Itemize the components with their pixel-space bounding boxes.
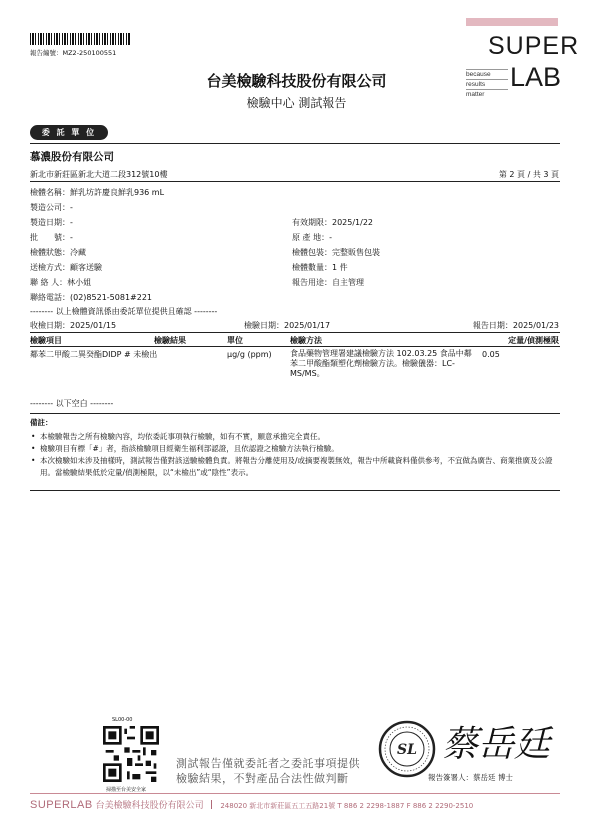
logo-lab: LAB <box>510 62 562 92</box>
divider <box>30 332 560 333</box>
note-item: • 本檢驗報告之所有檢驗內容，均依委託事項執行檢驗，如有不實，願意承擔完全責任。 <box>30 431 560 443</box>
footer-address: 248020 新北市新莊區五工五路21號 T 886 2 2298-1887 F 886 2 2290-2510 <box>220 802 474 810</box>
disclaimer: 測試報告僅就委託者之委託事項提供 檢驗結果，不對產品合法性做判斷 <box>176 757 360 785</box>
col-header-item: 檢驗項目 <box>30 336 62 345</box>
divider <box>30 490 560 491</box>
table-row-item: 鄰苯二甲酸二異癸酯DIDP # 未檢出 <box>30 350 158 359</box>
client-address: 新北市新莊區新北大道二段312號10樓 <box>30 170 168 179</box>
table-row-limit: 0.05 <box>482 350 500 359</box>
note-item: • 本次檢驗如未涉及抽樣時，測試報告僅對該送驗檢體負責。將報告分離使用及/或摘要複製無效，報告中所載資料僅供參考，不宜做為廣告、商業推廣及公證用。當檢驗結果低於定量/偵測極限，以“未檢出”或“陰性”表示。 <box>30 455 560 479</box>
table-row-unit: μg/g (ppm) <box>227 350 272 359</box>
footer <box>30 798 560 811</box>
divider <box>30 346 560 347</box>
qr-number: SL00-00 <box>112 717 133 723</box>
notes-title: 備註： <box>30 418 53 427</box>
field-packaging: 檢體包裝：完整販售包裝 <box>292 248 380 257</box>
field-quantity: 檢體數量：1 件 <box>292 263 348 272</box>
field-purpose: 報告用途：自主管理 <box>292 278 364 287</box>
report-subtitle: 檢驗中心 測試報告 <box>246 96 347 110</box>
notes <box>30 417 560 479</box>
field-delivery: 送檢方式：顧客送驗 <box>30 263 102 272</box>
test-date: 檢驗日期：2025/01/17 <box>244 321 331 330</box>
blank-note: -------- 以下空白 -------- <box>30 399 114 408</box>
field-phone: 聯絡電話：(02)8521-5081#221 <box>30 293 152 302</box>
col-header-limit: 定量/偵測極限 <box>508 336 559 345</box>
client-note: -------- 以上檢體資訊係由委託單位提供且確認 -------- <box>30 307 218 316</box>
footer-company: 台美檢驗科技股份有限公司 <box>95 801 204 811</box>
col-header-unit: 單位 <box>227 336 243 345</box>
barcode <box>30 33 130 45</box>
divider <box>30 181 560 182</box>
field-origin: 原 產 地：- <box>292 233 332 242</box>
field-expiry: 有效期限：2025/1/22 <box>292 218 374 227</box>
divider <box>30 143 560 144</box>
company-title: 台美檢驗科技股份有限公司 <box>206 72 387 90</box>
lab-seal <box>378 720 436 778</box>
report-date: 報告日期：2025/01/23 <box>472 321 559 330</box>
field-sample-state: 檢體狀態：冷藏 <box>30 248 86 257</box>
field-mfg-date: 製造日期：- <box>30 218 73 227</box>
field-contact: 聯 絡 人：林小姐 <box>30 278 92 287</box>
report-number: 報告編號：MZ2-250100551 <box>30 49 117 57</box>
qr-code <box>103 726 159 782</box>
col-header-result: 檢驗結果 <box>154 336 186 345</box>
table-row-method: 食品藥物管理署建議檢驗方法 102.03.25 食品中鄰苯二甲酸酯類塑化劑檢驗方法。檢驗儀器：LC-MS/MS。 <box>290 349 472 378</box>
qr-caption: 掃描至台美安全家 <box>106 787 147 793</box>
field-batch: 批 號：- <box>30 233 73 242</box>
signature <box>438 712 558 772</box>
col-header-method: 檢驗方法 <box>290 336 322 345</box>
signature-text: 蔡岳廷 <box>442 724 551 765</box>
seal-text: SL <box>397 742 417 758</box>
footer-brand: SUPERLAB <box>30 799 93 811</box>
footer-divider <box>30 793 560 794</box>
signer-name: 報告簽署人：蔡岳廷 博士 <box>428 773 513 782</box>
page-indicator: 第 2 頁 / 共 3 頁 <box>498 170 559 179</box>
client-name: 慕濃股份有限公司 <box>30 151 114 163</box>
field-manufacturer: 製造公司：- <box>30 203 73 212</box>
logo-tagline: because results matter <box>466 69 508 99</box>
divider <box>30 413 560 414</box>
received-date: 收檢日期：2025/01/15 <box>30 321 117 330</box>
section-tag: 委 託 單 位 <box>30 125 108 140</box>
logo-bar <box>466 18 558 26</box>
logo-super: SUPER <box>488 32 580 60</box>
field-sample-name: 檢體名稱：鮮乳坊許慶良鮮乳936 mL <box>30 188 165 197</box>
note-item: • 檢驗項目有標「#」者，指該檢驗項目經衛生福利部認證，且依認證之檢驗方法執行檢驗。 <box>30 443 560 455</box>
